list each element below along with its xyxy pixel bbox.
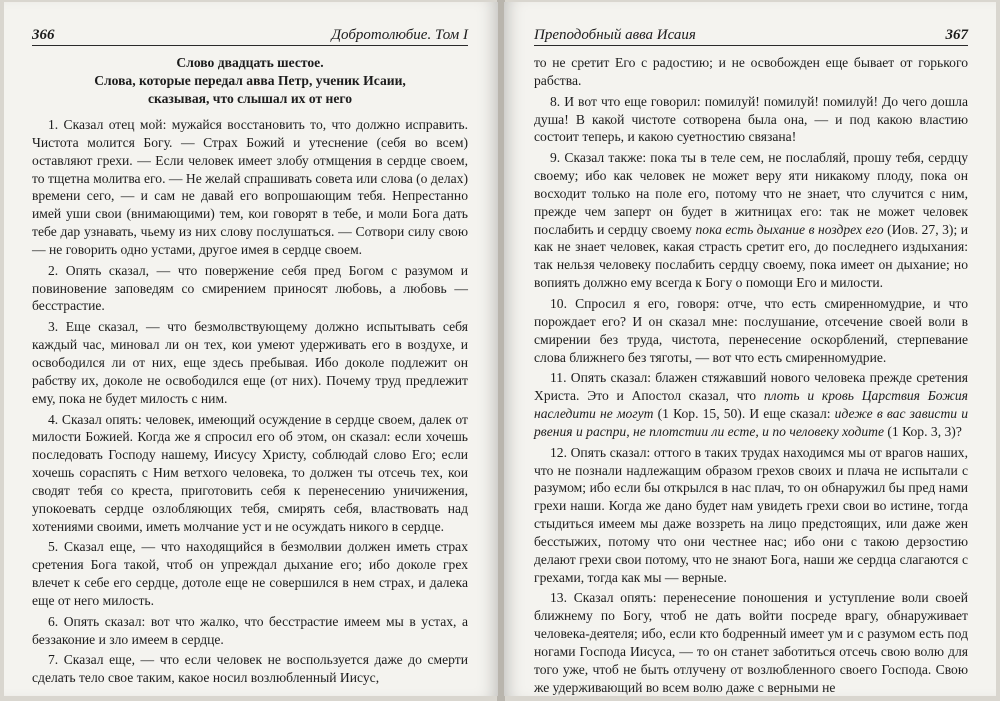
- paragraph-10: 10. Спросил я его, говоря: отче, что есть смиренномудрие, и что порождает его? И он сказал мне: послушание, отсечение своей воли в смирении без труда, чистота, перенесение оскорблений, стерпевание слова ближнего без тяготы, — вот что есть смиренномудрие.: [534, 295, 968, 365]
- paragraph-11-text: (1 Кор. 15, 50). И еще сказал:: [653, 406, 835, 422]
- paragraph-13: 13. Сказал опять: перенесение поношения и уступление воли своей ближнему по Богу, чтоб не дать войти посреде врагу, обнаруживает человека-деятеля; ибо, если кто бодренный имеет ум и с разумом есть под ногами Господа Иисуса, — то он станет заботиться отсечь свою волю для того уже, чтоб не быть отлучену от возлюбленного своего Господа. Свою же удерживающий во всем волю даже с верными не: [534, 590, 968, 695]
- right-page: [504, 2, 996, 696]
- paragraph-7: 7. Сказал еще, — что если человек не воспользуется даже до смерти сделать тело свое таким, какое носил возлюбленный Иисус,: [32, 652, 468, 686]
- paragraph-9: [534, 149, 968, 292]
- paragraph-11-text: 11. Опять сказал: блажен стяжавший нового человека прежде сретения Христа. Это и Апостол сказал, что: [534, 370, 968, 404]
- paragraph-4: 4. Сказал опять: человек, имеющий осуждение в сердце своем, далек от милости Божией. Когда же я спросил его об этом, он сказал: если хочешь последовать Господу нашему, Иисусу Христу, соблюдай слово Его; если хочешь сораспять с Ним ветхого человека, то должен ты отсечь тех, кои сводят тебя со креста, приготовить себя к перенесению уничижения, упокоевать сердце озлобляющих тебя, смирять себя, властвовать над хотениями своими, иметь молчание уст и не осуждать никого в сердце.: [32, 411, 468, 534]
- left-page: [4, 2, 498, 696]
- scripture-quote: идеже в вас зависти и рвения и распри, не плотстии ли есте, и по человеку ходите: [534, 406, 968, 439]
- paragraph-8: 8. И вот что еще говорил: помилуй! помилуй! помилуй! До чего дошла душа! В какой чистоте сотворена была она, — и под какою властию состоит теперь, и какою суетностию связана!: [534, 93, 968, 145]
- chapter-title-line: Слово двадцать шестое.: [176, 55, 324, 70]
- paragraph-9-text: (Иов. 27, 3); и как не знает человек, какая страсть сретит его, до последнего издыхания: так нельзя человеку послабить сердцу своему, пока имеет он дыхание; но вопиять должно ему всегда к Богу о помощи Его и милости.: [534, 221, 968, 291]
- paragraph-12: 12. Опять сказал: оттого в таких трудах находимся мы от врагов наших, что не познали надлежащим образом грехов своих и плача не испытали с разумом; ибо если бы открылся в нас плач, то он обнаружил бы пред нами грехи наши. Когда же дано будет нам увидеть грехи свои во истине, тогда стыдиться имеем мы даже воззреть на лицо предстоящих, или даже жен бесстыжих, потому что они честнее нас; ибо они с такою дерзостию делают грехи свои потому, что не знают Бога, наши же сердца слагаются с грехами, тогда как мы — верные.: [534, 444, 968, 585]
- left-page-body: [32, 54, 468, 687]
- paragraph-6: 6. Опять сказал: вот что жалко, что бесстрастие имеем мы в устах, а беззаконие и зло имеем в сердце.: [32, 613, 468, 647]
- paragraph-11-text: (1 Кор. 3, 3)?: [884, 423, 962, 439]
- chapter-title-line: Слова, которые передал авва Петр, ученик Исаии,: [94, 73, 406, 88]
- paragraph-11: [534, 369, 968, 440]
- scripture-quote: пока есть дыхание в ноздрех его: [695, 221, 884, 237]
- chapter-title-line: сказывая, что слышал их от него: [147, 91, 353, 106]
- right-running-title: Преподобный авва Исаия: [534, 27, 696, 43]
- left-running-header: [32, 16, 468, 46]
- chapter-title: [32, 54, 468, 108]
- scripture-quote: плоть и кровь Царствия Божия наследити не могут: [534, 388, 968, 422]
- right-running-header: [534, 16, 968, 46]
- paragraph-5: 5. Сказал еще, — что находящийся в безмолвии должен иметь страх сретения Бога такой, чтоб он упреждал дыхание его; ибо доколе грех влечет к себе его сердце, дотоле еще не совершился в нем страх, и далека еще от него милость.: [32, 539, 468, 608]
- paragraph-3: 3. Еще сказал, — что безмолвствующему должно испытывать себя каждый час, миновал ли он тех, кои умеют удерживать его в воздухе, и освободился ли от них, еще здесь пребывая. Ибо доколе подлежит он рабству их, доколе не освободился еще (от них). Почему труд предлежит ему, пока не будет милость с ним.: [32, 319, 468, 406]
- right-page-number: 367: [945, 27, 968, 43]
- right-page-body: [534, 54, 968, 696]
- paragraph-7-continued: то не сретит Его с радостию; и не освобожден еще бывает от горького рабства.: [534, 55, 968, 88]
- left-page-number: 366: [32, 27, 55, 43]
- paragraph-1: 1. Сказал отец мой: мужайся восстановить то, что должно исправить. Чистота молится Богу. — Страх Божий и утеснение (себя во всем) оставляют грехи. — Если человек имеет злобу отмщения в сердце своем, то тщетна молитва его. — Не желай спрашивать совета или слова (о делах) времени сего, — и сам не давай его вопрошающим тебя. Непрестанно имей уши свои (внимающими) тем, кои говорят в тебе, и моли Бога дать тебе дар узнавать, чьему из них слову послушаться. — Сотвори силу свою — не говорить одно устами, другое имея в сердце своем.: [32, 117, 468, 257]
- paragraph-9-text: 9. Сказал также: пока ты в теле сем, не послабляй, прошу тебя, сердцу своему; ибо как человек не может веру яти никакому плоду, пока он восходит только на поле его, потому что не знает, что случится с ним, прежде чем заперт он будет в житницах его: так не может человек послабить и сердцу своему: [534, 150, 968, 237]
- left-running-title: Добротолюбие. Том I: [331, 27, 468, 43]
- paragraph-2: 2. Опять сказал, — что повержение себя пред Богом с разумом и повиновение заповедям со смирением приносят любовь, а любовь — бесстрастие.: [32, 262, 468, 314]
